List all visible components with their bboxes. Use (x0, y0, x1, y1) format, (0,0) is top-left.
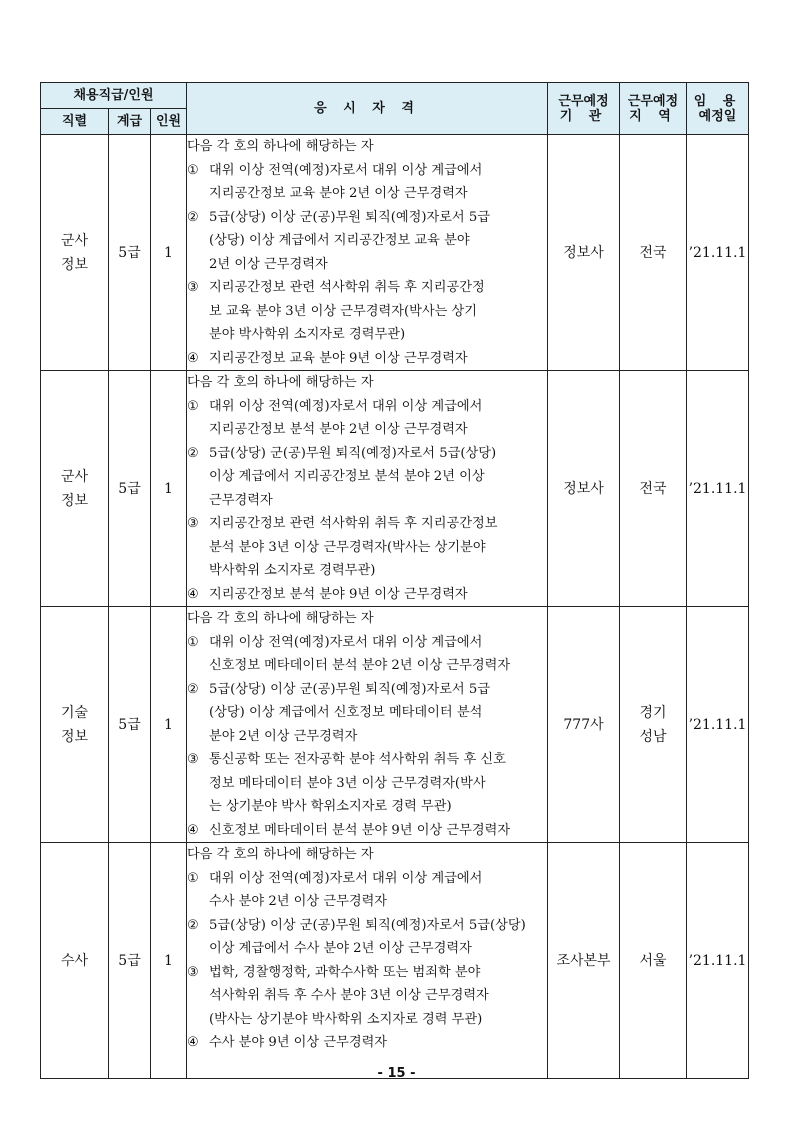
item-text-continued: 2년 이상 근무경력자 (209, 256, 328, 272)
header-appointment-date: 임 용 예정일 (687, 83, 749, 135)
item-text: 지리공간정보 분석 분야 9년 이상 근무경력자 (209, 586, 468, 602)
qualification-intro: 다음 각 호의 하나에 해당하는 자 (187, 375, 374, 390)
count-cell: 1 (151, 371, 187, 607)
item-number: ③ (187, 280, 199, 295)
region-line: 성남 (639, 728, 667, 745)
item-number: ① (187, 398, 199, 414)
work-org-cell: 조사본부 (548, 843, 620, 1079)
item-text-continued: 분석 분야 3년 이상 근무경력자(박사는 상기분야 (209, 539, 486, 555)
region-line: 서울 (639, 952, 667, 969)
qualification-item (187, 442, 547, 466)
qualification-cell (187, 607, 548, 843)
table-row (41, 607, 749, 843)
item-number: ④ (187, 822, 199, 838)
qualification-item (187, 631, 547, 655)
qualification-item (187, 395, 547, 419)
qualification-item (187, 748, 547, 772)
item-number: ② (187, 681, 199, 697)
item-text-continued: 석사학위 취득 후 수사 분야 3년 이상 근무경력자 (209, 988, 489, 1003)
item-number: ④ (187, 350, 199, 366)
rank-line: 정보 (60, 492, 89, 509)
region-line: 전국 (639, 244, 667, 261)
item-number: ② (187, 445, 199, 461)
table-body (41, 135, 749, 1079)
item-number: ③ (187, 516, 199, 531)
qualification-item (187, 159, 547, 183)
rank-line: 군사 (60, 232, 89, 249)
appointment-date-cell: ’21.11.1 (687, 135, 749, 371)
item-text: 5급(상당) 이상 군(공)무원 퇴직(예정)자로서 5급(상당) (209, 917, 526, 933)
item-number: ② (187, 209, 199, 225)
region-line: 경기 (639, 704, 667, 721)
item-text-continued: (상당) 이상 계급에서 지리공간정보 교육 분야 (209, 233, 470, 248)
item-text-continued: (상당) 이상 계급에서 신호정보 메타데이터 분석 (209, 705, 483, 720)
rank-line: 군사 (60, 468, 89, 485)
qualification-intro: 다음 각 호의 하나에 해당하는 자 (187, 139, 374, 154)
qualification-item (187, 206, 547, 230)
item-text-continued: 정보 메타데이터 분야 3년 이상 근무경력자(박사 (209, 775, 486, 791)
item-text: 지리공간정보 교육 분야 9년 이상 근무경력자 (209, 350, 468, 366)
item-text: 5급(상당) 이상 군(공)무원 퇴직(예정)자로서 5급 (209, 681, 490, 697)
grade-cell: 5급 (109, 135, 151, 371)
item-text-continued: 이상 계급에서 수사 분야 2년 이상 근무경력자 (209, 941, 472, 956)
recruitment-table (40, 82, 749, 1079)
item-text: 대위 이상 전역(예정)자로서 대위 이상 계급에서 (209, 870, 483, 886)
item-number: ④ (187, 1035, 199, 1050)
qualification-item (187, 347, 547, 371)
rank-cell (41, 607, 109, 843)
item-text: 수사 분야 9년 이상 근무경력자 (209, 1035, 388, 1050)
item-text: 5급(상당) 이상 군(공)무원 퇴직(예정)자로서 5급 (209, 209, 490, 225)
work-org-cell: 777사 (548, 607, 620, 843)
item-text-continued: 근무경력자 (209, 492, 273, 508)
appointment-date-cell: ’21.11.1 (687, 843, 749, 1079)
qualification-item (187, 512, 547, 536)
item-text: 대위 이상 전역(예정)자로서 대위 이상 계급에서 (209, 162, 483, 178)
item-text-continued: 박사학위 소지자로 경력무관) (209, 563, 376, 578)
item-number: ③ (187, 964, 199, 980)
region-line: 전국 (639, 480, 667, 497)
count-cell: 1 (151, 607, 187, 843)
qualification-item (187, 678, 547, 702)
grade-cell: 5급 (109, 607, 151, 843)
grade-cell: 5급 (109, 843, 151, 1079)
item-text-continued: 는 상기분야 박사 학위소지자로 경력 무관) (209, 799, 452, 814)
item-text: 통신공학 또는 전자공학 분야 석사학위 취득 후 신호 (209, 752, 506, 767)
item-text-continued: (박사는 상기분야 박사학위 소지자로 경력 무관) (209, 1011, 483, 1027)
header-work-region: 근무예정 지 역 (620, 83, 687, 135)
appointment-date-cell: ’21.11.1 (687, 607, 749, 843)
qualification-item (187, 583, 547, 607)
count-cell: 1 (151, 843, 187, 1079)
header-qualification: 응 시 자 격 (187, 83, 548, 135)
count-cell: 1 (151, 135, 187, 371)
qualification-item (187, 276, 547, 300)
header-rank: 직렬 (41, 109, 109, 135)
item-text-continued: 분야 2년 이상 근무경력자 (209, 728, 358, 744)
rank-line: 수사 (60, 952, 89, 969)
qualification-intro: 다음 각 호의 하나에 해당하는 자 (187, 847, 374, 862)
qualification-item (187, 1031, 547, 1055)
item-number: ① (187, 634, 199, 650)
qualification-cell (187, 843, 548, 1079)
item-text: 지리공간정보 관련 석사학위 취득 후 지리공간정보 (209, 516, 498, 531)
item-number: ① (187, 162, 199, 178)
item-number: ① (187, 870, 199, 886)
rank-line: 정보 (60, 256, 89, 273)
qualification-intro: 다음 각 호의 하나에 해당하는 자 (187, 611, 374, 626)
item-text: 신호정보 메타데이터 분석 분야 9년 이상 근무경력자 (209, 822, 511, 838)
rank-line: 정보 (60, 728, 89, 745)
item-text: 지리공간정보 관련 석사학위 취득 후 지리공간정 (209, 280, 485, 295)
qualification-item (187, 914, 547, 938)
qualification-cell (187, 135, 548, 371)
table-row (41, 843, 749, 1079)
rank-line: 기술 (60, 704, 89, 721)
rank-cell (41, 135, 109, 371)
item-text-continued: 지리공간정보 분석 분야 2년 이상 근무경력자 (209, 422, 468, 437)
header-grade: 계급 (109, 109, 151, 135)
qualification-cell (187, 371, 548, 607)
qualification-item (187, 867, 547, 891)
work-region-cell (620, 371, 687, 607)
item-text-continued: 신호정보 메타데이터 분석 분야 2년 이상 근무경력자 (209, 658, 511, 673)
item-text-continued: 지리공간정보 교육 분야 2년 이상 근무경력자 (209, 186, 468, 201)
item-text-continued: 보 교육 분야 3년 이상 근무경력자(박사는 상기 (209, 303, 478, 319)
table-row (41, 135, 749, 371)
rank-cell (41, 371, 109, 607)
item-text: 법학, 경찰행정학, 과학수사학 또는 범죄학 분야 (209, 964, 481, 980)
table-row (41, 371, 749, 607)
work-region-cell (620, 843, 687, 1079)
rank-cell (41, 843, 109, 1079)
work-org-cell: 정보사 (548, 371, 620, 607)
page-number: - 15 - (377, 1066, 416, 1081)
item-text: 5급(상당) 군(공)무원 퇴직(예정)자로서 5급(상당) (209, 445, 497, 461)
appointment-date-cell: ’21.11.1 (687, 371, 749, 607)
item-text-continued: 수사 분야 2년 이상 근무경력자 (209, 894, 388, 909)
item-number: ② (187, 917, 199, 933)
qualification-item (187, 961, 547, 985)
grade-cell: 5급 (109, 371, 151, 607)
work-region-cell (620, 607, 687, 843)
item-text-continued: 분야 박사학위 소지자로 경력무관) (209, 327, 406, 342)
item-number: ③ (187, 752, 199, 767)
header-position-group: 채용직급/인원 (41, 83, 187, 109)
item-text: 대위 이상 전역(예정)자로서 대위 이상 계급에서 (209, 398, 483, 414)
work-org-cell: 정보사 (548, 135, 620, 371)
item-text-continued: 이상 계급에서 지리공간정보 분석 분야 2년 이상 (209, 469, 485, 484)
qualification-item (187, 819, 547, 843)
item-number: ④ (187, 586, 199, 602)
header-count: 인원 (151, 109, 187, 135)
header-work-org: 근무예정 기 관 (548, 83, 620, 135)
work-region-cell (620, 135, 687, 371)
item-text: 대위 이상 전역(예정)자로서 대위 이상 계급에서 (209, 634, 483, 650)
